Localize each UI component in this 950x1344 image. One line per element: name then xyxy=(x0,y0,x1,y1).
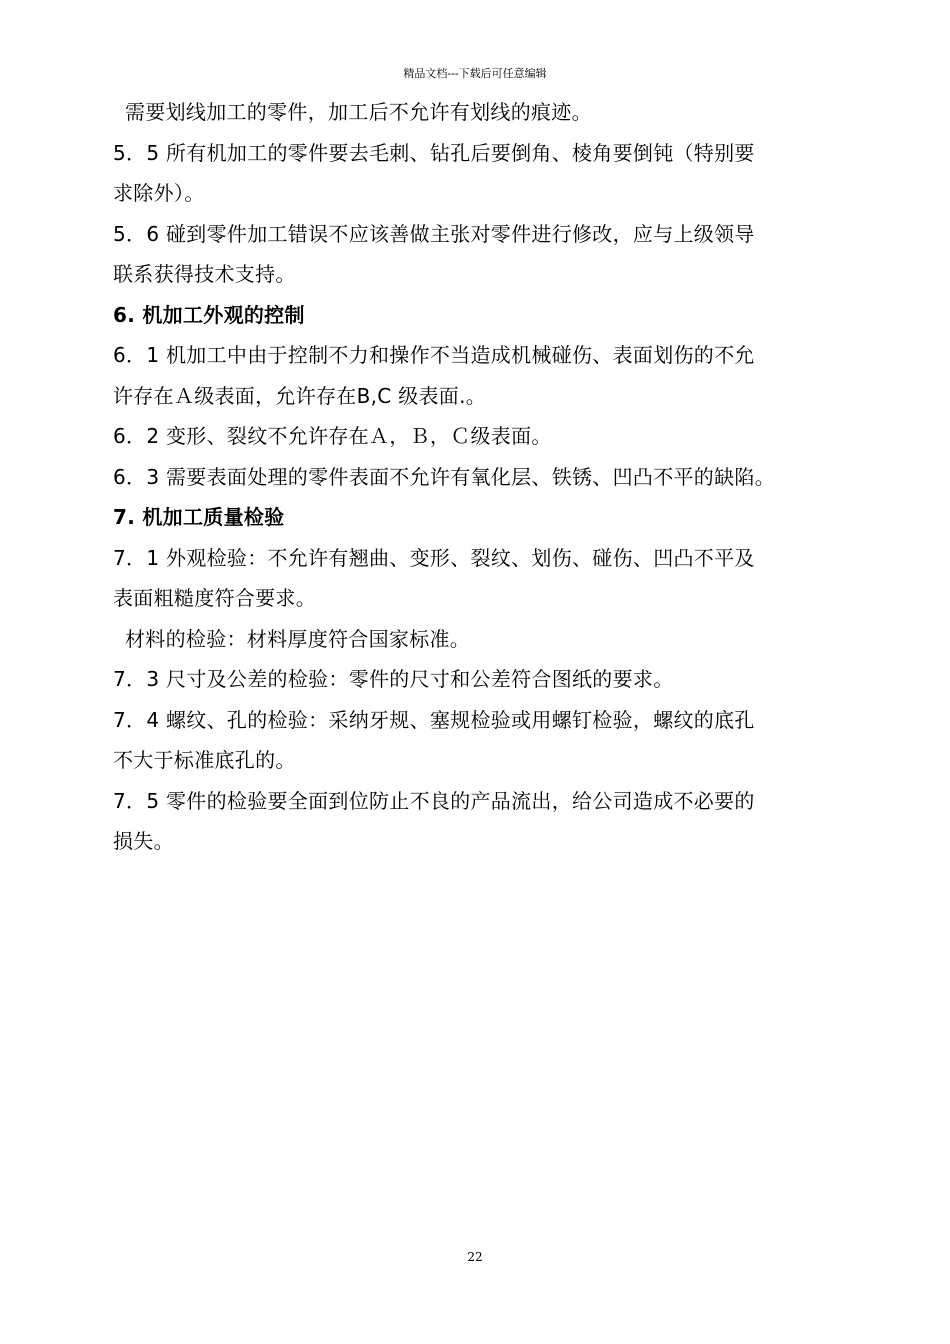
paragraph-line: 许存在Ａ级表面，允许存在B,C 级表面.。 xyxy=(113,383,487,408)
paragraph-line: 材料的检验：材料厚度符合国家标准。 xyxy=(125,626,471,651)
paragraph-line: 联系获得技术支持。 xyxy=(113,262,296,286)
section-heading: 6. 机加工外观的控制 xyxy=(113,302,305,327)
paragraph-line: 7．4 螺纹、孔的检验：采纳牙规、塞规检验或用螺钉检验，螺纹的底孔 xyxy=(113,707,755,732)
page-number: 22 xyxy=(467,1250,483,1264)
document-body xyxy=(113,92,853,862)
paragraph-line: 需要划线加工的零件，加工后不允许有划线的痕迹。 xyxy=(125,100,592,124)
paragraph-line: 7．1 外观检验：不允许有翘曲、变形、裂纹、划伤、碰伤、凹凸不平及 xyxy=(113,545,755,570)
paragraph-line: 5．5 所有机加工的零件要去毛刺、钻孔后要倒角、棱角要倒钝（特别要 xyxy=(113,140,755,165)
paragraph-line: 5．6 碰到零件加工错误不应该善做主张对零件进行修改，应与上级领导 xyxy=(113,221,755,246)
section-heading: 7. 机加工质量检验 xyxy=(113,505,285,529)
paragraph-line: 6．3 需要表面处理的零件表面不允许有氧化层、铁锈、凹凸不平的缺陷。 xyxy=(113,464,776,489)
page-header: 精品文档---下载后可任意编辑 xyxy=(403,67,547,80)
paragraph-line: 6．1 机加工中由于控制不力和操作不当造成机械碰伤、表面划伤的不允 xyxy=(113,343,755,367)
paragraph-line: 求除外）。 xyxy=(113,181,205,205)
paragraph-line: 7．5 零件的检验要全面到位防止不良的产品流出，给公司造成不必要的 xyxy=(113,788,755,813)
paragraph-line: 表面粗糙度符合要求。 xyxy=(113,586,316,610)
paragraph-line: 不大于标准底孔的。 xyxy=(113,748,296,772)
paragraph-line: 7．3 尺寸及公差的检验：零件的尺寸和公差符合图纸的要求。 xyxy=(113,667,674,691)
paragraph-line: 6．2 变形、裂纹不允许存在Ａ，Ｂ，Ｃ级表面。 xyxy=(113,424,552,448)
paragraph-line: 损失。 xyxy=(113,829,174,853)
